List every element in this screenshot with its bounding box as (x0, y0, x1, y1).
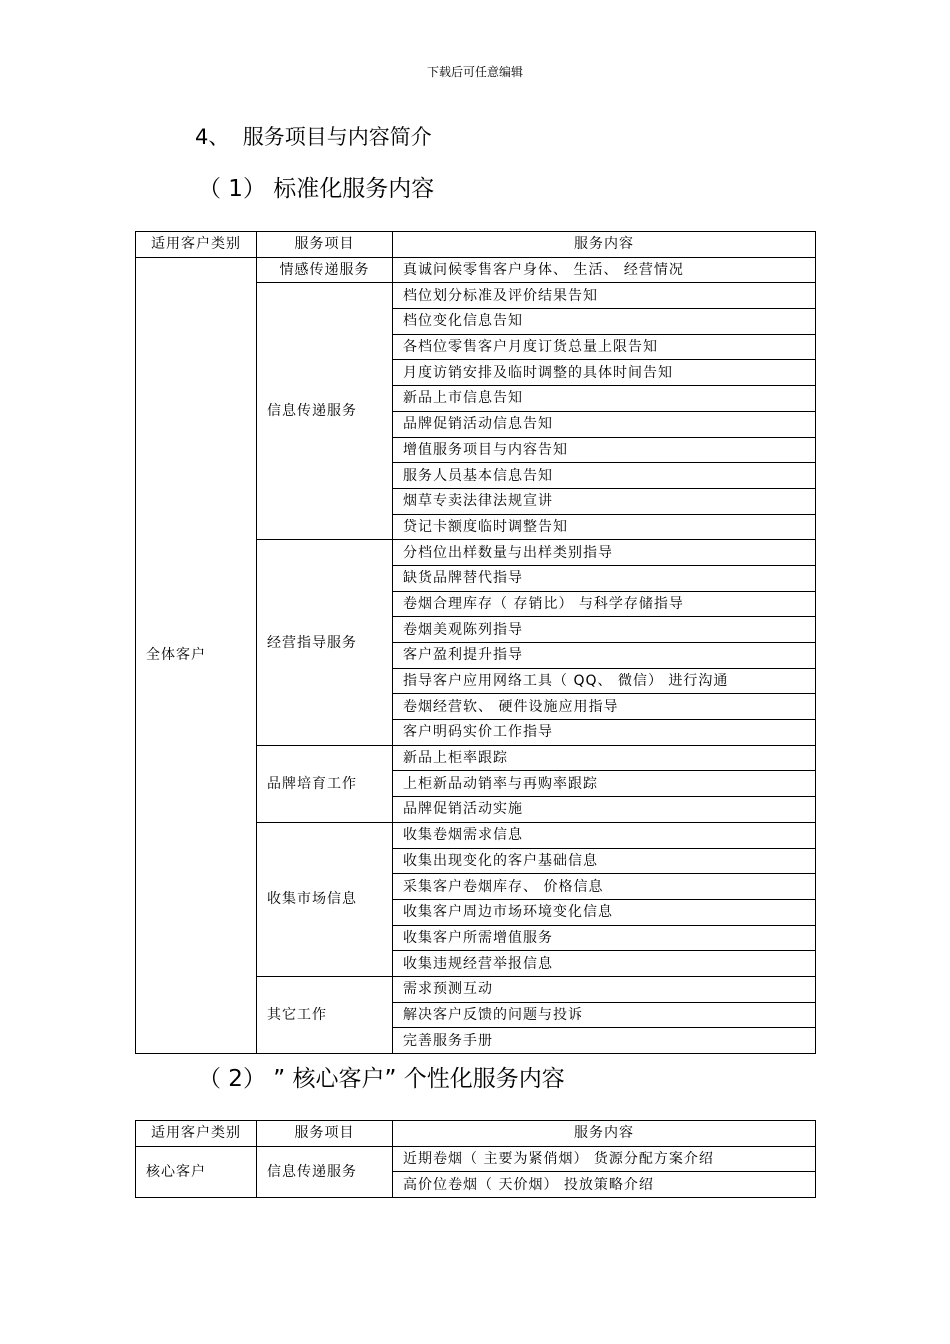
header-service-content: 服务内容 (393, 232, 816, 258)
customer-type-cell: 全体客户 (136, 257, 257, 1053)
table-header-row (136, 232, 816, 258)
service-content-cell: 卷烟美观陈列指导 (393, 617, 816, 643)
header-service-content: 服务内容 (393, 1121, 816, 1147)
service-content-cell: 贷记卡额度临时调整告知 (393, 514, 816, 540)
service-content-cell: 档位变化信息告知 (393, 309, 816, 335)
service-content-cell: 完善服务手册 (393, 1028, 816, 1054)
service-item-cell: 收集市场信息 (257, 822, 393, 976)
service-content-cell: 收集客户所需增值服务 (393, 925, 816, 951)
service-item-cell: 信息传递服务 (257, 283, 393, 540)
table-row (136, 1146, 816, 1172)
service-content-cell: 指导客户应用网络工具（ QQ、 微信） 进行沟通 (393, 668, 816, 694)
service-content-cell: 服务人员基本信息告知 (393, 463, 816, 489)
service-content-cell: 缺货品牌替代指导 (393, 565, 816, 591)
service-item-cell: 情感传递服务 (257, 257, 393, 283)
page-header: 下载后可任意编辑 (426, 65, 523, 79)
standard-service-table (135, 231, 816, 1054)
service-content-cell: 解决客户反馈的问题与投诉 (393, 1002, 816, 1028)
service-content-cell: 客户盈利提升指导 (393, 643, 816, 669)
service-content-cell: 真诚问候零售客户身体、 生活、 经营情况 (393, 257, 816, 283)
service-item-cell: 信息传递服务 (257, 1146, 393, 1197)
service-content-cell: 收集出现变化的客户基础信息 (393, 848, 816, 874)
service-content-cell: 卷烟合理库存（ 存销比） 与科学存储指导 (393, 591, 816, 617)
service-content-cell: 卷烟经营软、 硬件设施应用指导 (393, 694, 816, 720)
section-heading: 4、 服务项目与内容简介 (195, 125, 432, 149)
service-content-cell: 烟草专卖法律法规宣讲 (393, 488, 816, 514)
subsection-heading-core: （ 2） ” 核心客户” 个性化服务内容 (198, 1066, 565, 1092)
service-content-cell: 增值服务项目与内容告知 (393, 437, 816, 463)
service-item-cell: 品牌培育工作 (257, 745, 393, 822)
service-content-cell: 月度访销安排及临时调整的具体时间告知 (393, 360, 816, 386)
service-content-cell: 收集客户周边市场环境变化信息 (393, 899, 816, 925)
header-customer-type: 适用客户类别 (136, 1121, 257, 1147)
core-service-table (135, 1120, 816, 1198)
customer-type-cell: 核心客户 (136, 1146, 257, 1197)
table-header-row (136, 1121, 816, 1147)
service-content-cell: 客户明码实价工作指导 (393, 720, 816, 746)
service-content-cell: 高价位卷烟（ 天价烟） 投放策略介绍 (393, 1172, 816, 1198)
service-content-cell: 上柜新品动销率与再购率跟踪 (393, 771, 816, 797)
service-content-cell: 档位划分标准及评价结果告知 (393, 283, 816, 309)
service-content-cell: 新品上市信息告知 (393, 386, 816, 412)
subsection-heading-standard: （ 1） 标准化服务内容 (198, 176, 435, 202)
service-content-cell: 品牌促销活动实施 (393, 797, 816, 823)
header-service-item: 服务项目 (257, 1121, 393, 1147)
service-content-cell: 新品上柜率跟踪 (393, 745, 816, 771)
service-content-cell: 需求预测互动 (393, 976, 816, 1002)
service-content-cell: 收集卷烟需求信息 (393, 822, 816, 848)
service-content-cell: 收集违规经营举报信息 (393, 951, 816, 977)
service-item-cell: 其它工作 (257, 976, 393, 1053)
service-content-cell: 采集客户卷烟库存、 价格信息 (393, 874, 816, 900)
service-content-cell: 近期卷烟（ 主要为紧俏烟） 货源分配方案介绍 (393, 1146, 816, 1172)
header-service-item: 服务项目 (257, 232, 393, 258)
service-content-cell: 各档位零售客户月度订货总量上限告知 (393, 334, 816, 360)
header-customer-type: 适用客户类别 (136, 232, 257, 258)
service-content-cell: 分档位出样数量与出样类别指导 (393, 540, 816, 566)
service-content-cell: 品牌促销活动信息告知 (393, 411, 816, 437)
service-item-cell: 经营指导服务 (257, 540, 393, 746)
table-row (136, 257, 816, 283)
